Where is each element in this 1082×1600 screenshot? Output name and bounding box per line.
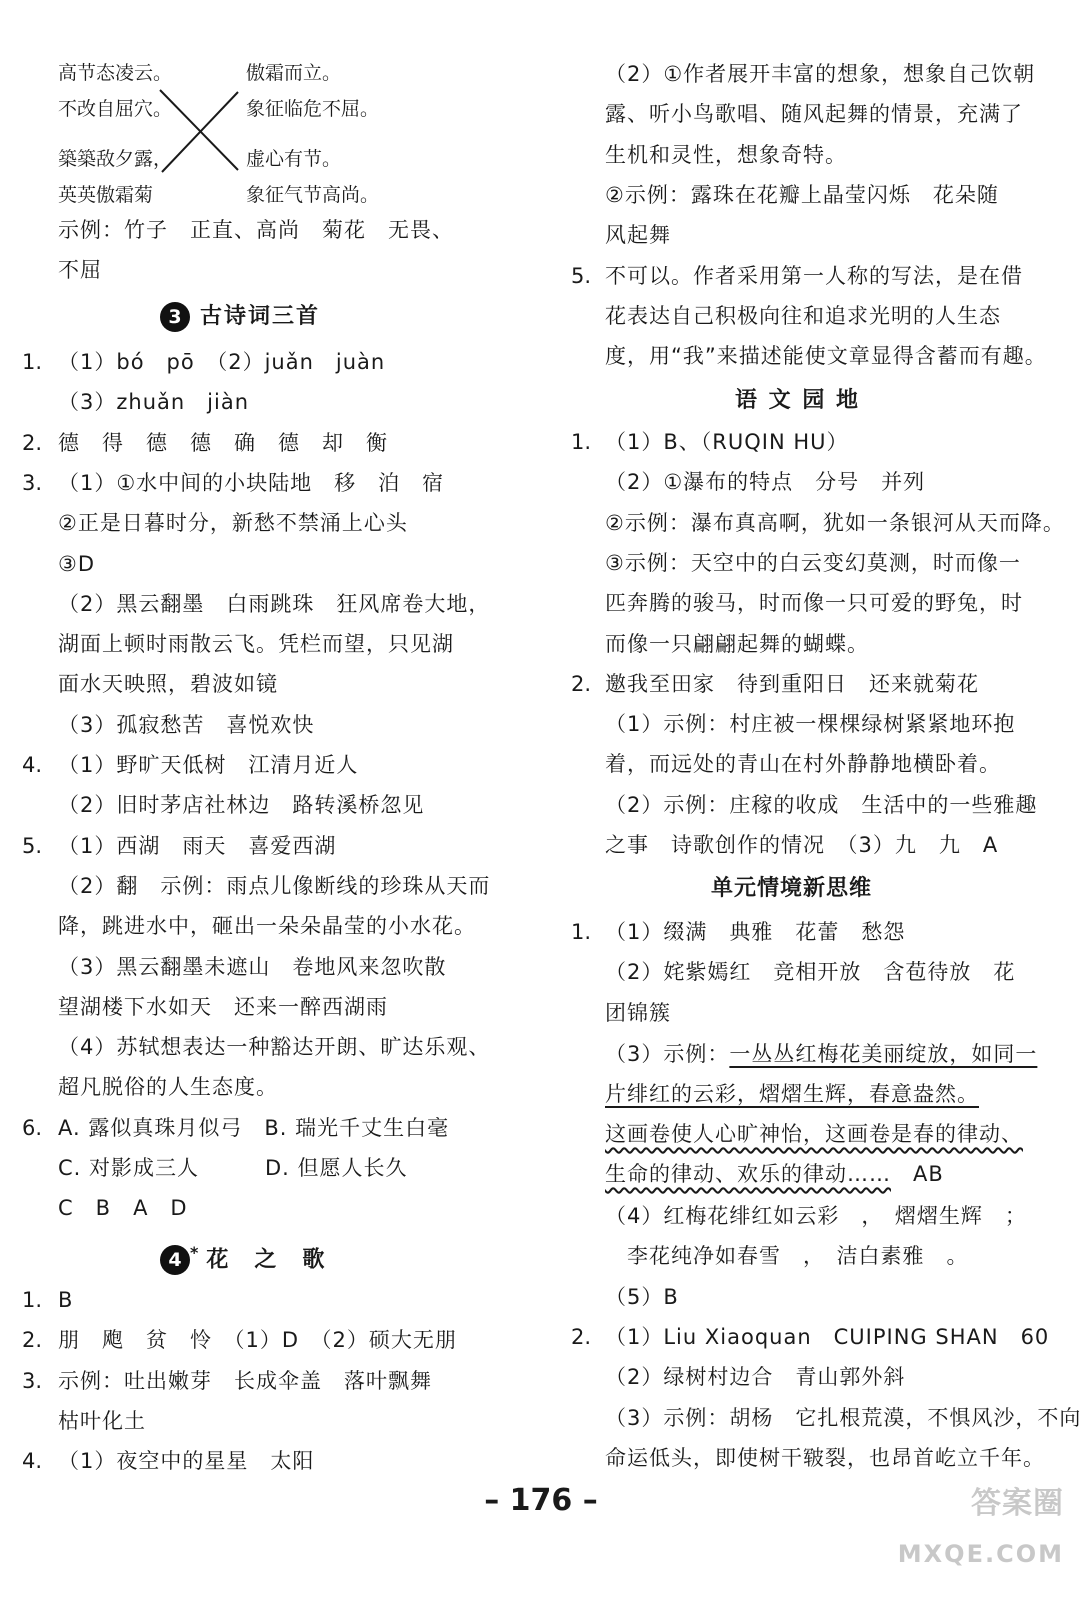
match-left-2: 不改自屈穴。 — [58, 98, 173, 120]
section-number-badge: 3 — [160, 302, 190, 332]
answer-line: 度，用“我”来描述能使文章显得含蓄而有趣。 — [605, 344, 1047, 369]
match-right-3: 虚心有节。 — [246, 148, 342, 170]
underline-prefix: （3）示例： — [605, 1042, 730, 1066]
answer-line: 降，跳进水中，砸出一朵朵晶莹的小水花。 — [58, 914, 476, 939]
answer-line: （1）野旷天低树 江清月近人 — [58, 753, 359, 777]
answer-line: ②正是日暮时分，新愁不禁涌上心头 — [58, 511, 408, 536]
section-title-danyuan: 单元情境新思维 — [711, 876, 873, 901]
answer-line: 李花纯净如春雪 ， 洁白素雅 。 — [605, 1244, 969, 1269]
answer-line: C B A D — [58, 1196, 188, 1221]
question-number: 3. — [22, 1368, 43, 1393]
answer-line: 露、听小鸟歌唱、随风起舞的情景，充满了 — [605, 102, 1023, 127]
question-number: 5. — [571, 263, 592, 288]
answer-line: ②示例：瀑布真高啊，犹如一条银河从天而降。 — [605, 510, 1065, 535]
answer-line: （2）旧时茅店社林边 路转溪桥忽见 — [58, 793, 425, 818]
answer-line: 朋 飑 贫 怜 （1）D （2）硕大无朋 — [58, 1328, 457, 1353]
answer-line: ③示例：天空中的白云变幻莫测，时而像一 — [605, 550, 1021, 575]
answer-line: （2）绿树村边合 青山郭外斜 — [605, 1365, 906, 1390]
answer-line: ②示例：露珠在花瓣上晶莹闪烁 花朵随 — [605, 182, 999, 207]
answer-line: 匹奔腾的骏马，时而像一只可爱的野兔，时 — [605, 591, 1023, 616]
watermark-url: MXQE.COM — [897, 1540, 1064, 1568]
wavy-underlined-text: 这画卷使人心旷神怡，这画卷是春的律动、 — [605, 1122, 1023, 1146]
underlined-line-4 — [605, 1160, 944, 1188]
section-title-text: 花 之 歌 — [206, 1247, 327, 1273]
answer-line: （1）缀满 典雅 花蕾 愁怨 — [605, 920, 906, 944]
answer-line: 命运低头，即使树干皲裂，也昂首屹立千年。 — [605, 1445, 1045, 1470]
answer-line: （1）Liu Xiaoquan CUIPING SHAN 60 — [605, 1324, 1050, 1349]
question-number: 6. — [22, 1115, 43, 1140]
answer-line: （2）示例：庄稼的收成 生活中的一些雅趣 — [605, 792, 1038, 817]
answer-line: 示例：吐出嫩芽 长成伞盖 落叶飘舞 — [58, 1368, 432, 1393]
answer-line: 超凡脱俗的人生态度。 — [58, 1075, 278, 1100]
answer-line: （3）示例：胡杨 它扎根荒漠，不惧风沙，不向 — [605, 1405, 1082, 1430]
question-number: 2. — [571, 671, 592, 696]
answer-line: （2）①作者展开丰富的想象，想象自己饮朝 — [605, 62, 1036, 86]
underlined-line-3 — [605, 1120, 1023, 1148]
answer-line: 望湖楼下水如天 还来一醉西湖雨 — [58, 994, 388, 1019]
wavy-underlined-text: 生命的律动、欢乐的律动…… — [605, 1162, 891, 1186]
answer-line: 之事 诗歌创作的情况 （3）九 九 A — [605, 833, 999, 857]
answer-line: B — [58, 1288, 74, 1312]
example-line-2: 不屈 — [58, 258, 102, 282]
underlined-line-2 — [605, 1080, 979, 1108]
match-left-3: 築築敌夕露， — [58, 148, 173, 170]
answer-line: （1）示例：村庄被一棵棵绿树紧紧地环抱 — [605, 712, 1016, 737]
answer-line: 不可以。作者采用第一人称的写法，是在借 — [605, 263, 1023, 288]
underlined-text: 片绯红的云彩，熠熠生辉，春意盎然。 — [605, 1082, 979, 1106]
underlined-text: 一丛丛红梅花美丽绽放，如同一 — [729, 1042, 1038, 1066]
answer-line: 邀我至田家 待到重阳日 还来就菊花 — [605, 671, 979, 696]
answer-line: 风起舞 — [605, 223, 671, 248]
answer-line: （3）黑云翻墨未遮山 卷地风来忽吹散 — [58, 954, 447, 979]
section-title-3 — [160, 302, 320, 332]
answer-line: （5）B — [605, 1284, 679, 1309]
section-number-badge: 4 — [160, 1245, 190, 1275]
question-number: 1. — [571, 920, 592, 944]
answer-line: 而像一只翩翩起舞的蝴蝶。 — [605, 631, 869, 656]
match-right-4: 象征气节高尚。 — [246, 184, 380, 206]
answer-line: A. 露似真珠月似弓 B. 瑞光千丈生白毫 — [58, 1115, 450, 1140]
answer-line: 枯叶化土 — [58, 1408, 146, 1433]
answer-line: （2）翻 示例：雨点儿像断线的珍珠从天而 — [58, 873, 491, 898]
answer-line: （4）红梅花绯红如云彩 ， 熠熠生辉 ； — [605, 1204, 1027, 1228]
answer-line: 团锦簇 — [605, 1000, 671, 1025]
answer-line: （2）黑云翻墨 白雨跳珠 狂风席卷大地， — [58, 591, 491, 616]
underlined-line-1 — [605, 1040, 1037, 1068]
optional-star: * — [190, 1243, 201, 1262]
answer-line: 面水天映照，碧波如镜 — [58, 672, 278, 697]
answer-line: 着，而远处的青山在村外静静地横卧着。 — [605, 752, 1001, 777]
answer-line: （1）①水中间的小块陆地 移 泊 宿 — [58, 470, 445, 495]
section-title-4 — [160, 1238, 326, 1275]
match-left-4: 英英傲霜菊 — [58, 184, 154, 206]
answer-line: （1）夜空中的星星 太阳 — [58, 1449, 315, 1474]
question-number: 2. — [22, 1328, 43, 1353]
match-right-2: 象征临危不屈。 — [246, 98, 380, 120]
answer-line: （4）苏轼想表达一种豁达开朗、旷达乐观、 — [58, 1035, 491, 1060]
match-left-1: 高节态凌云。 — [58, 62, 173, 84]
question-number: 1. — [22, 1288, 43, 1312]
question-number: 1. — [571, 430, 592, 454]
question-number: 3. — [22, 470, 43, 495]
question-number: 5. — [22, 833, 43, 858]
answer-line: （1）西湖 雨天 喜爱西湖 — [58, 833, 337, 858]
watermark-logo: 答案圈 — [971, 1486, 1064, 1521]
question-number: 1. — [22, 350, 43, 374]
question-number: 2. — [22, 430, 43, 455]
section-title-text: 古诗词三首 — [200, 304, 321, 329]
answer-line: 花表达自己积极向往和追求光明的人生态 — [605, 303, 1001, 328]
page-number: – 176 – — [484, 1483, 598, 1518]
answer-line: （1）bó pō （2）juǎn juàn — [58, 350, 386, 374]
answer-line: （3）孤寂愁苦 喜悦欢快 — [58, 712, 315, 737]
answer-suffix: AB — [891, 1162, 944, 1186]
answer-line: （3）zhuǎn jiàn — [58, 390, 250, 415]
answer-line: 湖面上顿时雨散云飞。凭栏而望，只见湖 — [58, 632, 454, 657]
answer-line: C. 对影成三人 D. 但愿人长久 — [58, 1156, 408, 1180]
answer-line: （2）姹紫嫣红 竞相开放 含苞待放 花 — [605, 960, 1016, 985]
answer-line: 德 得 德 德 确 德 却 衡 — [58, 430, 388, 455]
answer-line: （1）B、（RUQIN HU） — [605, 430, 849, 454]
match-right-1: 傲霜而立。 — [246, 62, 342, 84]
question-number: 4. — [22, 1449, 43, 1474]
question-number: 2. — [571, 1324, 592, 1349]
match-lines — [150, 80, 250, 180]
answer-line: ③D — [58, 551, 95, 576]
example-line-1: 示例：竹子 正直、高尚 菊花 无畏、 — [58, 218, 454, 242]
question-number: 4. — [22, 753, 43, 777]
answer-line: （2）①瀑布的特点 分号 并列 — [605, 470, 926, 495]
answer-line: 生机和灵性，想象奇特。 — [605, 142, 847, 167]
section-title-yuwen: 语 文 园 地 — [735, 388, 860, 413]
